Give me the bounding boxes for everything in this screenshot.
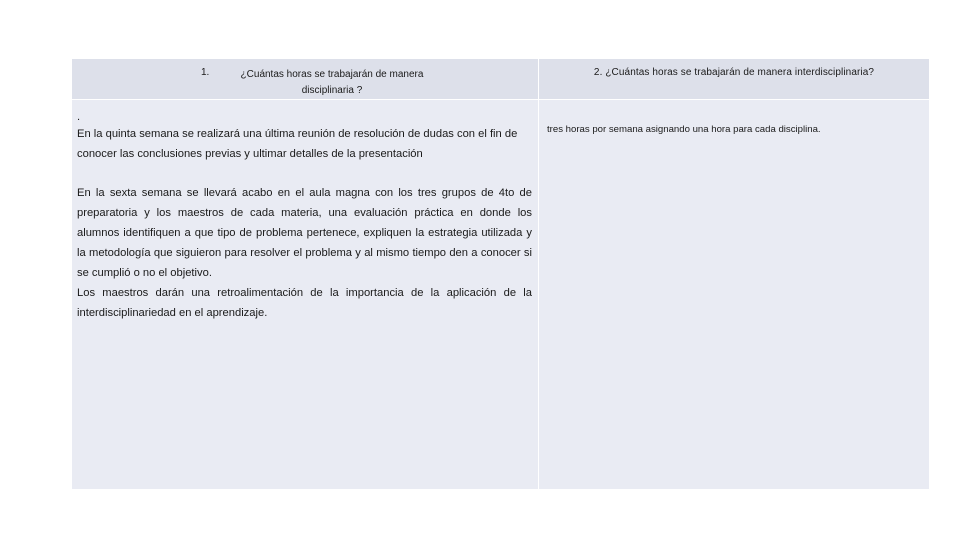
question-1-text: ¿Cuántas horas se trabajarán de manera disciplinaria ? xyxy=(240,69,424,96)
answer-paragraph-feedback: Los maestros darán una retroalimentación de la importancia de la aplicación de la interdisciplinariedad en el aprendizaje. xyxy=(77,287,532,319)
answer-marker: . xyxy=(77,111,81,123)
question-1-header-cell xyxy=(72,59,539,100)
interdisciplinary-answer-cell xyxy=(539,100,930,490)
question-1-number: 1. xyxy=(201,67,210,78)
hours-table xyxy=(71,58,930,490)
question-2-text: 2. ¿Cuántas horas se trabajarán de manera interdisciplinaria? xyxy=(593,67,875,78)
disciplinary-answer-cell xyxy=(72,100,539,490)
answer-paragraph-week6: En la sexta semana se llevará acabo en el aula magna con los tres grupos de 4to de preparatoria y los maestros de cada materia, una evaluación práctica en donde los alumnos identifiquen a que tipo de problema pertenece, expliquen la estrategia utilizada y la metodología que siguieron para resolver el problema y al mismo tiempo den a conocer si se cumplió o no el objetivo. xyxy=(77,187,532,279)
question-2-header-cell xyxy=(539,59,930,100)
interdisciplinary-answer-text: tres horas por semana asignando una hora para cada disciplina. xyxy=(547,124,821,135)
header-row xyxy=(72,59,930,100)
body-row xyxy=(72,100,930,490)
answer-paragraph-week5: En la quinta semana se realizará una última reunión de resolución de dudas con el fin de conocer las conclusiones previas y ultimar detalles de la presentación xyxy=(77,128,518,160)
